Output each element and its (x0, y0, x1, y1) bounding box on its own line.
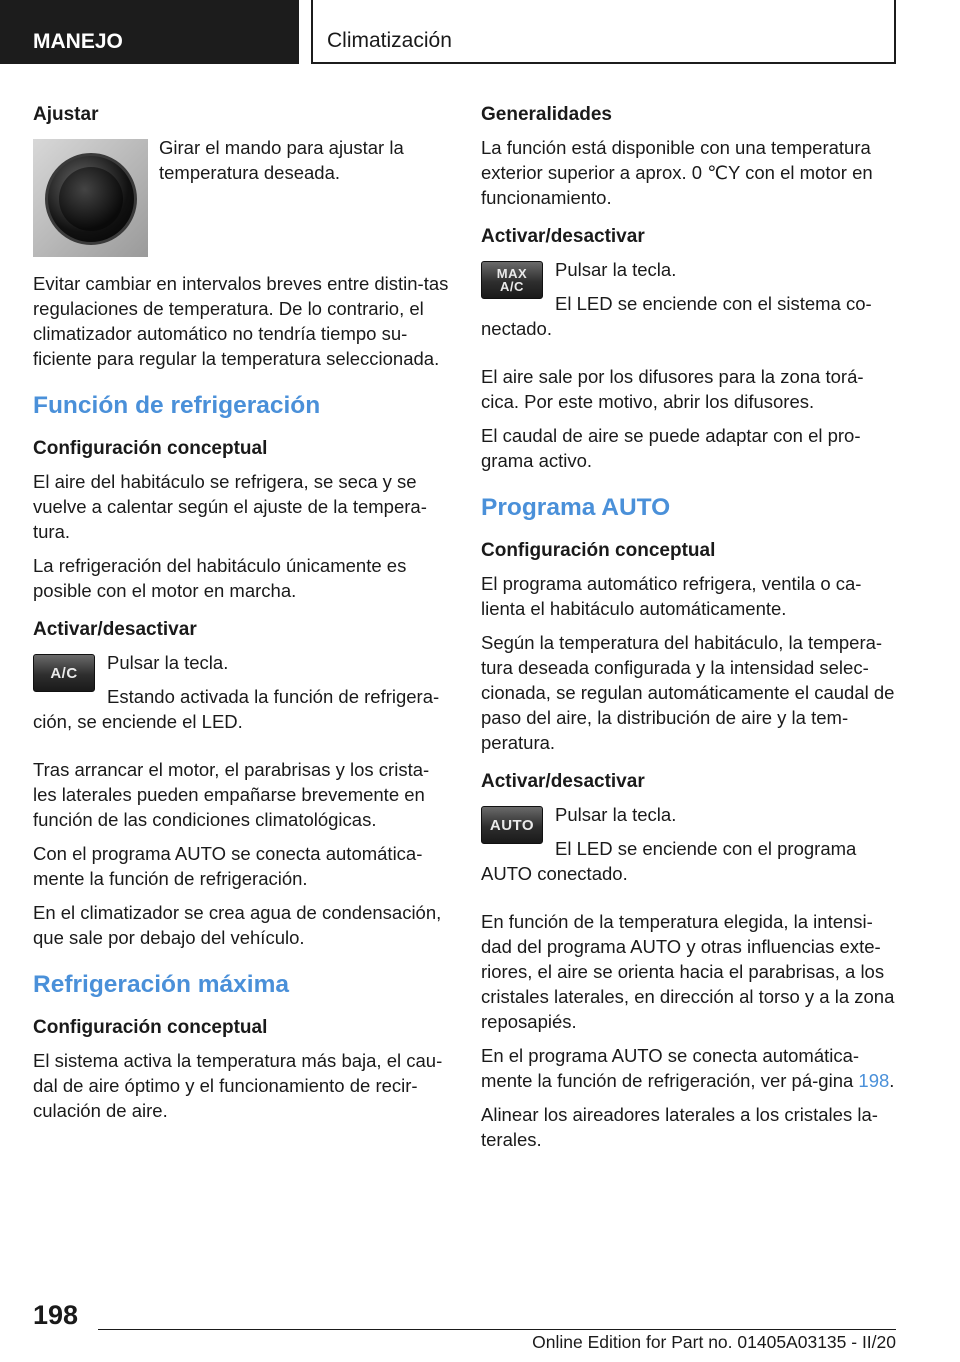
max-p1: El sistema activa la temperatura más baja, el cau‐dal de aire óptimo y el funcionamiento de recir‐culación de aire. (33, 1050, 443, 1121)
refrig-p1: El aire del habitáculo se refrigera, se seca y se vuelve a calentar según el ajuste de la tempera‐tura. (33, 471, 427, 542)
heading-concept-max: Configuración conceptual (33, 1017, 268, 1038)
ajustar-paragraph: Evitar cambiar en intervalos breves entre distin‐tas regulaciones de temperatura. De lo contrario, el climatizador automático no tendría tiempo su‐ficiente para regular la temperatura seleccionada. (33, 273, 449, 369)
right-column (481, 102, 899, 1161)
refrig-p4: Con el programa AUTO se conecta automática‐mente la función de refrigeración. (33, 843, 423, 889)
general-p3: El caudal de aire se puede adaptar con el pro‐grama activo. (481, 425, 861, 471)
auto-p5: Alinear los aireadores laterales a los cristales la‐terales. (481, 1104, 878, 1150)
refrig-p5: En el climatizador se crea agua de condensación, que sale por debajo del vehículo. (33, 902, 442, 948)
heading-ajustar: Ajustar (33, 104, 99, 125)
page-link[interactable]: 198 (858, 1070, 890, 1091)
chapter-title: Climatización (311, 0, 896, 64)
max-caption-1: Pulsar la tecla. (555, 259, 677, 280)
auto-p4: En el programa AUTO se conecta automática‐mente la función de refrigeración, ver pá‐gina 198. (481, 1045, 895, 1091)
heading-activate-refrig: Activar/desactivar (33, 619, 197, 640)
ac-caption-1: Pulsar la tecla. (107, 652, 229, 673)
ac-figure-row (33, 650, 451, 743)
ac-button-icon: A/C (33, 654, 95, 692)
left-column (33, 102, 451, 1132)
section-tab: MANEJO (0, 0, 299, 64)
heading-max: Refrigeración máxima (33, 971, 289, 998)
auto-caption-2: El LED se enciende con el programa AUTO conectado. (481, 838, 857, 884)
ac-caption-2: Estando activada la función de refrigera‐ción, se enciende el LED. (33, 686, 440, 732)
auto-p3: En función de la temperatura elegida, la intensi‐dad del programa AUTO y otras influencias exte‐riores, el aire se orienta hacia el parabrisas, a los cristales laterales, en dirección al torso y a la zona reposapiés. (481, 911, 895, 1032)
footer-edition: Online Edition for Part no. 01405A03135 - II/20 (532, 1332, 896, 1352)
refrig-p3: Tras arrancar el motor, el parabrisas y los crista‐les laterales pueden empañarse brevemente en función de las condiciones climatológicas. (33, 759, 430, 830)
auto-button-icon: AUTO (481, 806, 543, 844)
max-ac-figure-row (481, 257, 899, 350)
heading-generalidades: Generalidades (481, 104, 612, 125)
refrig-p2: La refrigeración del habitáculo únicamente es posible con el motor en marcha. (33, 555, 407, 601)
footer-divider (98, 1329, 896, 1330)
heading-activate-auto: Activar/desactivar (481, 771, 645, 792)
general-p2: El aire sale por los difusores para la zona torá‐cica. Por este motivo, abrir los difusores. (481, 366, 864, 412)
max-caption-2: El LED se enciende con el sistema co‐nectado. (481, 293, 872, 339)
temperature-knob-icon (33, 139, 148, 257)
heading-auto: Programa AUTO (481, 494, 671, 521)
heading-activate-max: Activar/desactivar (481, 226, 645, 247)
knob-figure-row (33, 135, 451, 271)
max-ac-button-icon: MAX A/C (481, 261, 543, 299)
auto-caption-1: Pulsar la tecla. (555, 804, 677, 825)
heading-concept-auto: Configuración conceptual (481, 540, 716, 561)
auto-p1: El programa automático refrigera, ventila o ca‐lienta el habitáculo automáticamente. (481, 573, 862, 619)
auto-figure-row (481, 802, 899, 895)
page-number: 198 (33, 1300, 79, 1330)
heading-refrigeracion: Función de refrigeración (33, 392, 321, 419)
auto-p2: Según la temperatura del habitáculo, la tempera‐tura deseada configurada y la intensidad selec‐cionada, se regulan automáticamente el caudal de paso del aire, la distribución de aire y la tem‐peratura. (481, 632, 895, 753)
heading-concept-refrig: Configuración conceptual (33, 438, 268, 459)
knob-caption: Girar el mando para ajustar la temperatura deseada. (159, 137, 404, 183)
general-p1: La función está disponible con una temperatura exterior superior a aprox. 0 ℃Y con el motor en funcionamiento. (481, 137, 873, 208)
